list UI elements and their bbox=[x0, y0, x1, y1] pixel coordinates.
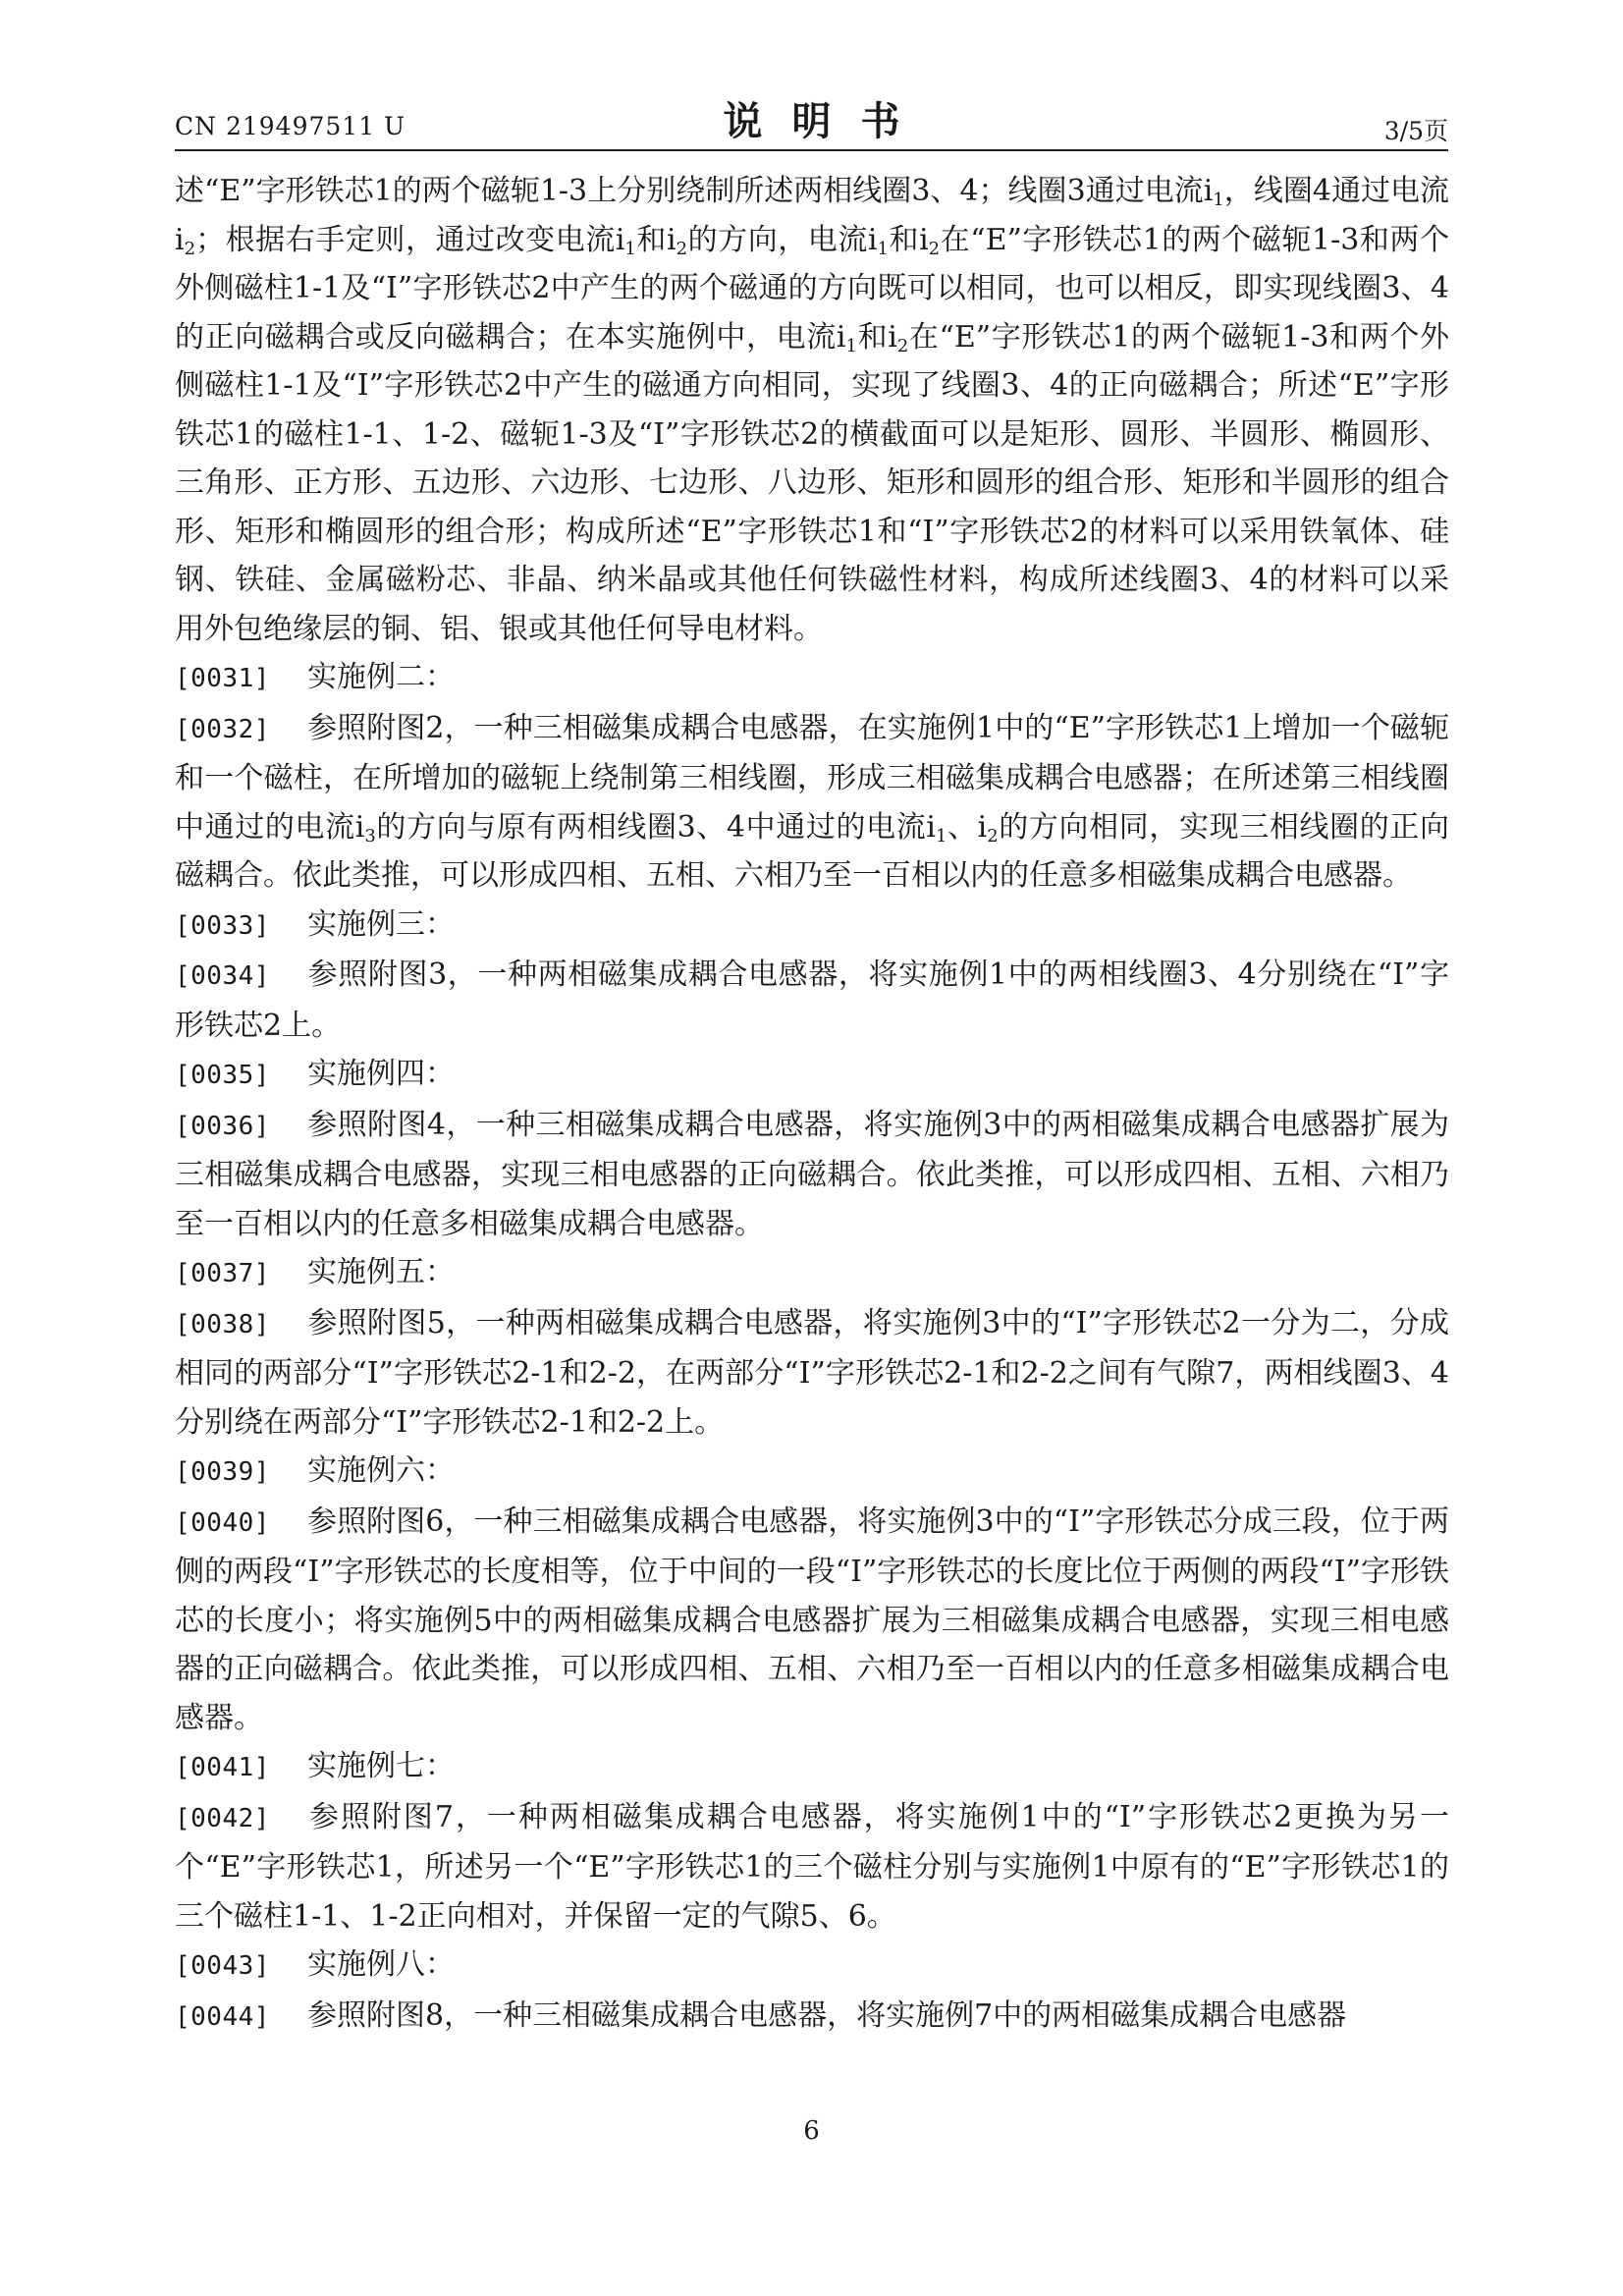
section-heading: [0039] 实施例六： bbox=[175, 1447, 1449, 1498]
page-number: 6 bbox=[803, 2116, 820, 2146]
page-indicator: 3/5页 bbox=[1383, 117, 1448, 145]
paragraph: [0040] 参照附图6，一种三相磁集成耦合电感器，将实施例3中的“I”字形铁芯分成三段，位于两侧的两段“I”字形铁芯的长度相等，位于中间的一段“I”字形铁芯的长度比位于两侧的两段“I”字形铁芯的长度小；将实施例5中的两相磁集成耦合电感器扩展为三相磁集成耦合电感器，实现三相电感器的正向磁耦合。依此类推，可以形成四相、五相、六相乃至一百相以内的任意多相磁集成耦合电感器。 bbox=[175, 1498, 1449, 1743]
paragraph: [0044] 参照附图8，一种三相磁集成耦合电感器，将实施例7中的两相磁集成耦合电感器 bbox=[175, 1992, 1449, 2043]
paragraph-number: [0039] bbox=[175, 1457, 270, 1487]
section-heading: [0037] 实施例五： bbox=[175, 1248, 1449, 1299]
paragraph-continuation: 述“E”字形铁芯1的两个磁轭1-3上分别绕制所述两相线圈3、4；线圈3通过电流$i_1$，线圈4通过电流$i_2$；根据右手定则，通过改变电流$i_1$和$i_2$的方向，电流$i_1$和$i_2$在“E”字形铁芯1的两个磁轭1-3和两个外侧磁柱1-1及“I”字形铁芯2中产生的两个磁通的方向既可以相同，也可以相反，即实现线圈3、4的正向磁耦合或反向磁耦合；在本实施例中，电流$i_1$和$i_2$在“E”字形铁芯1的两个磁轭1-3和两个外侧磁柱1-1及“I”字形铁芯2中产生的磁通方向相同，实现了线圈3、4的正向磁耦合；所述“E”字形铁芯1的磁柱1-1、1-2、磁轭1-3及“I”字形铁芯2的横截面可以是矩形、圆形、半圆形、椭圆形、三角形、正方形、五边形、六边形、七边形、八边形、矩形和圆形的组合形、矩形和半圆形的组合形、矩形和椭圆形的组合形；构成所述“E”字形铁芯1和“I”字形铁芯2的材料可以采用铁氧体、硅钢、铁硅、金属磁粉芯、非晶、纳米晶或其他任何铁磁性材料，构成所述线圈3、4的材料可以采用外包绝缘层的铜、铝、银或其他任何导电材料。 bbox=[175, 174, 1450, 646]
paragraph: [0042] 参照附图7，一种两相磁集成耦合电感器，将实施例1中的“I”字形铁芯2更换为另一个“E”字形铁芯1，所述另一个“E”字形铁芯1的三个磁柱分别与实施例1中原有的“E”字形铁芯1的三个磁柱1-1、1-2正向相对，并保留一定的气隙5、6。 bbox=[175, 1793, 1449, 1941]
paragraph-number: [0033] bbox=[175, 910, 270, 941]
section-heading: [0041] 实施例七： bbox=[175, 1742, 1449, 1793]
paragraph-number: [0044] bbox=[175, 2001, 270, 2032]
section-heading: [0043] 实施例八： bbox=[175, 1941, 1449, 1992]
document-body bbox=[175, 167, 1449, 2042]
paragraph-number: [0037] bbox=[175, 1259, 270, 1288]
paragraph-number: [0043] bbox=[175, 1951, 270, 1981]
paragraph-number: [0041] bbox=[175, 1753, 270, 1782]
paragraph: [0032] 参照附图2，一种三相磁集成耦合电感器，在实施例1中的“E”字形铁芯1上增加一个磁轭和一个磁柱，在所增加的磁轭上绕制第三相线圈，形成三相磁集成耦合电感器；在所述第三相线圈中通过的电流$i_3$的方向与原有两相线圈3、4中通过的电流$i_1$、$i_2$的方向相同，实现三相线圈的正向磁耦合。依此类推，可以形成四相、五相、六相乃至一百相以内的任意多相磁集成耦合电感器。 bbox=[175, 704, 1449, 901]
paragraph-number: [0035] bbox=[175, 1061, 270, 1090]
paragraph-number: [0042] bbox=[175, 1803, 270, 1833]
paragraph-number: [0040] bbox=[175, 1507, 270, 1538]
section-heading: [0031] 实施例二： bbox=[175, 653, 1449, 704]
paragraph-number: [0031] bbox=[175, 664, 270, 693]
header-divider bbox=[175, 149, 1448, 151]
patent-number: CN 219497511 U bbox=[175, 112, 406, 140]
paragraph-number: [0038] bbox=[175, 1309, 270, 1339]
paragraph: [0036] 参照附图4，一种三相磁集成耦合电感器，将实施例3中的两相磁集成耦合电感器扩展为三相磁集成耦合电感器，实现三相电感器的正向磁耦合。依此类推，可以形成四相、五相、六相乃至一百相以内的任意多相磁集成耦合电感器。 bbox=[175, 1101, 1449, 1249]
section-heading: [0035] 实施例四： bbox=[175, 1050, 1449, 1101]
paragraph-number: [0032] bbox=[175, 714, 270, 744]
paragraph: [0038] 参照附图5，一种两相磁集成耦合电感器，将实施例3中的“I”字形铁芯2一分为二，分成相同的两部分“I”字形铁芯2-1和2-2，在两部分“I”字形铁芯2-1和2-2之间有气隙7，两相线圈3、4分别绕在两部分“I”字形铁芯2-1和2-2上。 bbox=[175, 1299, 1449, 1448]
paragraph-number: [0036] bbox=[175, 1111, 270, 1141]
paragraph: [0034] 参照附图3，一种两相磁集成耦合电感器，将实施例1中的两相线圈3、4分别绕在“I”字形铁芯2上。 bbox=[175, 951, 1449, 1050]
section-heading: [0033] 实施例三： bbox=[175, 901, 1449, 952]
paragraph-number: [0034] bbox=[175, 961, 270, 991]
page-title: 说明书 bbox=[723, 98, 930, 144]
